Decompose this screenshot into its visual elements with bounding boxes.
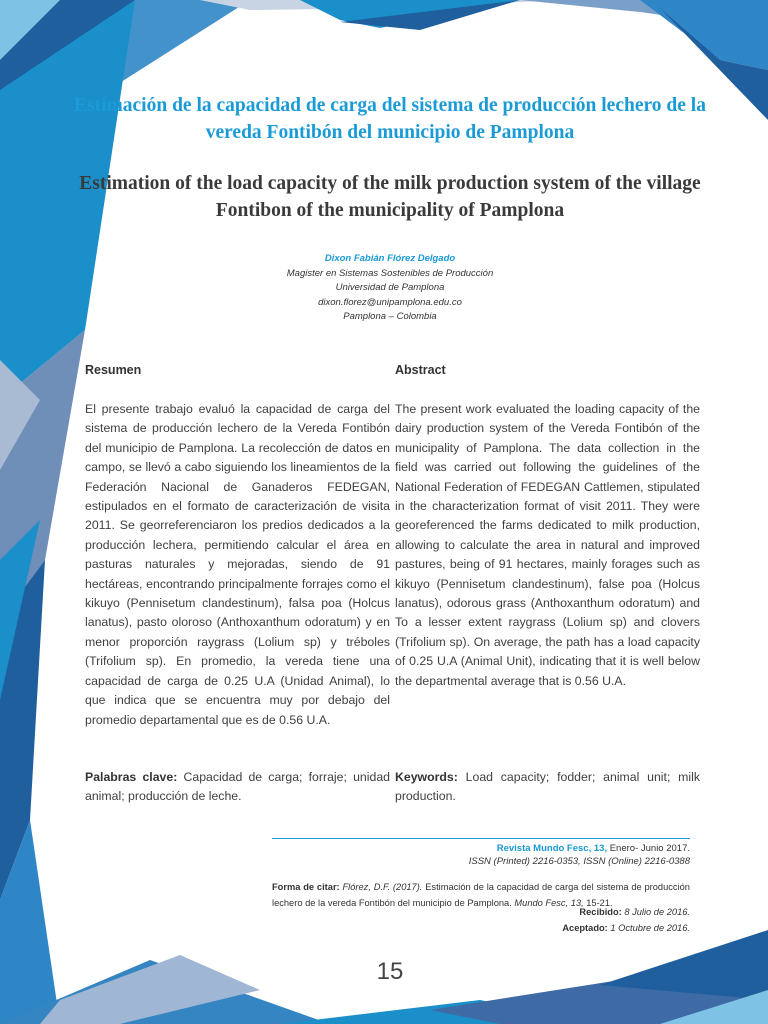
keywords-en: Load capacity; fodder; animal unit; milk production. [395, 770, 700, 804]
journal-issn: ISSN (Printed) 2216-0353, ISSN (Online) 2216-0388 [468, 856, 690, 867]
citation-pages: 15-21. [586, 897, 613, 908]
accepted-label: Aceptado: [562, 923, 608, 933]
abstract-keywords [395, 768, 700, 807]
author-degree: Magister en Sistemas Sostenibles de Producción [286, 267, 494, 279]
journal-info [272, 842, 690, 868]
journal-name: Revista Mundo Fesc, 13, [496, 843, 608, 854]
resumen-heading: Resumen [85, 363, 142, 377]
resumen-body: El presente trabajo evaluó la capacidad de carga del sistema de producción lechero de la Vereda Fontibón del municipio de Pamplona. La recolección de datos en campo, se llevó a cabo siguiendo los lineamientos de la Federación Nacional de Ganaderos FEDEGAN, estipulados en el formato de caracterización de visita 2011. Se georreferenciaron los predios dedicados a la producción lechera, permitiendo calcular el área en pasturas naturales y mejoradas, siendo de 91 hectáreas, encontrando principalmente forrajes como el kikuyo (Pennisetum clandestinum), falsa poa (Holcus lanatus), pasto oloroso (Anthoxanthum odoratum) y en menor proporción raygrass (Lolium sp) y tréboles (Trifolium sp). En promedio, la vereda tiene una capacidad de carga de 0.25 U.A (Unidad Animal), lo que indica que se encuentra muy por debajo del promedio departamental que es de 0.56 U.A. [85, 402, 390, 727]
resumen-keywords [85, 768, 390, 807]
citation-text: Estimación de la capacidad de carga del sistema de producción lechero de la vereda Fontibón del municipio de Pamplona. [272, 882, 690, 908]
page-number: 15 [376, 958, 404, 985]
title-english: Estimation of the load capacity of the milk production system of the village Fontibon of the municipality of Pamplona [79, 173, 701, 221]
abstract-heading: Abstract [395, 363, 446, 377]
author-location: Pamplona – Colombia [343, 311, 437, 322]
author-university: Universidad de Pamplona [335, 282, 445, 293]
keywords-es: Capacidad de carga; forraje; unidad animal; producción de leche. [85, 770, 390, 804]
accepted-date: 1 Octubre de 2016. [610, 923, 690, 933]
keywords-label-en: Keywords: [395, 770, 458, 784]
received-label: Recibido: [579, 907, 622, 917]
received-date: 8 Julio de 2016. [624, 907, 690, 917]
citation-journal: Mundo Fesc, 13, [514, 897, 584, 908]
citation-authors: Flórez, D.F. (2017). [342, 882, 423, 892]
abstract-body: The present work evaluated the loading capacity of the dairy production system of the Vereda Fontibón of the municipality of Pamplona. The data collection in the field was carried out following the guidelines of the National Federation of FEDEGAN Cattlemen, stipulated in the characterization format of visit 2011. They were georeferenced the farms dedicated to milk production, allowing to calculate the area in natural and improved pastures, being of 91 hectares, mainly forages such as kikuyo (Pennisetum clandestinum), false poa (Holcus lanatus), odorous grass (Anthoxanthum odoratum) and To a lesser extent raygrass (Lolium sp) and clovers (Trifolium sp). On average, the path has a load capacity of 0.25 U.A (Animal Unit), indicating that it is well below the departmental average that is 0.56 U.A. [395, 402, 700, 688]
author-email[interactable]: dixon.florez@unipamplona.edu.co [318, 296, 462, 308]
received-line [272, 907, 690, 917]
footer-divider [272, 838, 690, 839]
citation-label: Forma de citar: [272, 882, 340, 892]
title-spanish: Estimación de la capacidad de carga del sistema de producción lechero de la vereda Fontibón del municipio de Pamplona [74, 95, 706, 143]
journal-period: Enero- Junio 2017. [609, 843, 690, 854]
author-name: Dixon Fabián Flórez Delgado [324, 253, 456, 264]
author-block [180, 252, 600, 325]
keywords-label-es: Palabras clave: [85, 770, 178, 784]
accepted-line [272, 923, 690, 933]
